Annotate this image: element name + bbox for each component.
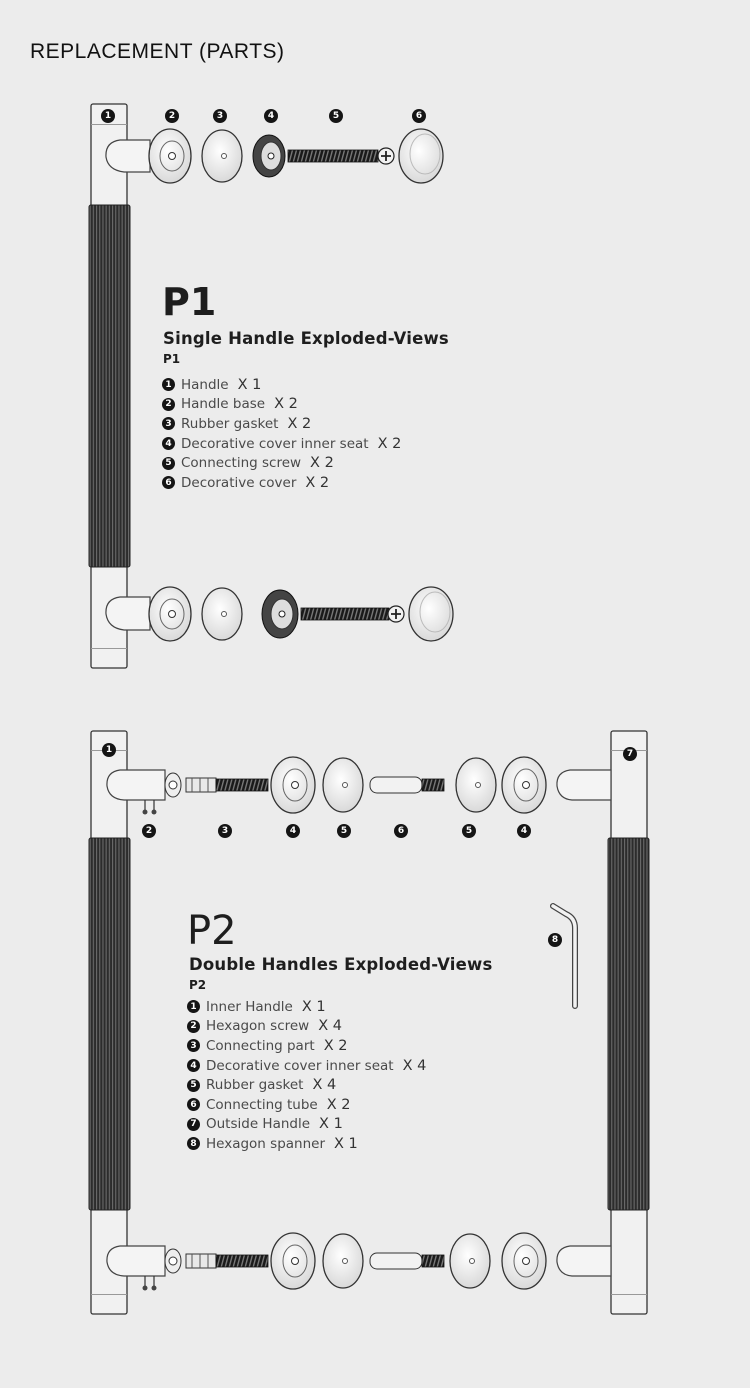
p1-callout-1: 1: [101, 109, 115, 123]
p2-part-3: [187, 1036, 426, 1056]
p2-part-5: [187, 1075, 426, 1095]
p2-subcode: P2: [189, 978, 207, 992]
p2-heading: Double Handles Exploded-Views: [189, 955, 493, 974]
p2-part-2-name: Hexagon screw: [206, 1018, 310, 1035]
p2-part-8-name: Hexagon spanner: [206, 1135, 326, 1152]
p1-part-3-qty: X 2: [287, 415, 312, 432]
p1-part-5: [162, 453, 401, 473]
p2-callout-2: 2: [142, 824, 156, 838]
p1-part-5-num: 5: [162, 457, 175, 470]
p1-part-5-qty: X 2: [310, 455, 334, 472]
p1-part-4: [162, 434, 401, 454]
p2-callout-8: 8: [548, 933, 562, 947]
p2-callout-5b: 5: [462, 824, 476, 838]
p2-part-3-qty: X 2: [323, 1037, 348, 1054]
p2-callout-7: 7: [623, 747, 637, 761]
p1-part-6-num: 6: [162, 476, 175, 489]
p1-part-2-num: 2: [162, 398, 175, 411]
p1-handle: [89, 104, 150, 668]
hexagon-spanner: [553, 906, 575, 1006]
p1-callout-6: 6: [412, 109, 426, 123]
p1-part-3-name: Rubber gasket: [181, 415, 279, 432]
p1-part-1-name: Handle: [181, 376, 229, 393]
p1-part-3-num: 3: [162, 417, 175, 430]
p2-parts-list: [187, 997, 426, 1154]
p1-callout-5: 5: [329, 109, 343, 123]
p2-part-1-num: 1: [187, 1000, 200, 1013]
p1-part-1-qty: X 1: [237, 376, 262, 393]
p2-callout-5a: 5: [337, 824, 351, 838]
p1-part-6-name: Decorative cover: [181, 474, 297, 491]
p2-part-5-num: 5: [187, 1079, 200, 1092]
p1-part-2-qty: X 2: [274, 396, 298, 413]
p1-part-6: [162, 473, 401, 493]
p2-callout-4b: 4: [517, 824, 531, 838]
p1-subcode: P1: [163, 352, 181, 366]
p1-part-1: [162, 375, 401, 395]
p2-part-2: [187, 1017, 426, 1037]
p1-code: P1: [162, 280, 217, 324]
p2-callout-3: 3: [218, 824, 232, 838]
p2-part-3-name: Connecting part: [206, 1037, 315, 1054]
p2-part-1: [187, 997, 426, 1017]
p2-part-6-qty: X 2: [326, 1096, 351, 1113]
p2-bottom-assembly: [165, 1233, 546, 1289]
p2-callout-1: 1: [102, 743, 116, 757]
p2-part-6: [187, 1095, 426, 1115]
p2-part-7-num: 7: [187, 1118, 200, 1131]
p2-part-7-name: Outside Handle: [206, 1116, 311, 1133]
p1-callout-2: 2: [165, 109, 179, 123]
p2-part-4-num: 4: [187, 1059, 200, 1072]
p2-part-8-qty: X 1: [334, 1135, 358, 1152]
p1-parts-list: [162, 375, 401, 493]
p2-part-3-num: 3: [187, 1039, 200, 1052]
p2-part-4-qty: X 4: [402, 1057, 427, 1074]
p2-outside-handle: [557, 731, 649, 1314]
p2-callout-4a: 4: [286, 824, 300, 838]
p1-part-2-name: Handle base: [181, 396, 266, 413]
p2-part-4: [187, 1056, 426, 1076]
p1-part-4-num: 4: [162, 437, 175, 450]
p1-part-2: [162, 395, 401, 415]
p2-code: P2: [187, 908, 237, 954]
p1-part-6-qty: X 2: [305, 474, 330, 491]
p2-part-6-name: Connecting tube: [206, 1096, 318, 1113]
p2-part-5-name: Rubber gasket: [206, 1077, 304, 1094]
page-title: REPLACEMENT (PARTS): [30, 40, 285, 63]
p1-heading: Single Handle Exploded-Views: [163, 329, 449, 348]
p2-part-5-qty: X 4: [312, 1077, 337, 1094]
p1-part-1-num: 1: [162, 378, 175, 391]
p1-part-4-qty: X 2: [377, 435, 402, 452]
p1-part-3: [162, 414, 401, 434]
p1-top-assembly: [149, 129, 443, 183]
p1-part-5-name: Connecting screw: [181, 455, 302, 472]
p1-callout-4: 4: [264, 109, 278, 123]
p2-callout-6: 6: [394, 824, 408, 838]
p2-part-8-num: 8: [187, 1137, 200, 1150]
p2-part-7: [187, 1115, 426, 1135]
p2-part-4-name: Decorative cover inner seat: [206, 1057, 394, 1074]
p2-part-7-qty: X 1: [319, 1116, 343, 1133]
p2-part-2-qty: X 4: [318, 1018, 342, 1035]
p2-part-1-qty: X 1: [301, 998, 326, 1015]
p2-part-6-num: 6: [187, 1098, 200, 1111]
p1-bottom-assembly: [149, 587, 453, 641]
p2-part-1-name: Inner Handle: [206, 998, 293, 1015]
p1-callout-3: 3: [213, 109, 227, 123]
p2-part-2-num: 2: [187, 1020, 200, 1033]
p2-top-assembly: [165, 757, 546, 813]
p2-part-8: [187, 1134, 426, 1154]
p1-part-4-name: Decorative cover inner seat: [181, 435, 369, 452]
p2-inner-handle: [89, 731, 165, 1314]
